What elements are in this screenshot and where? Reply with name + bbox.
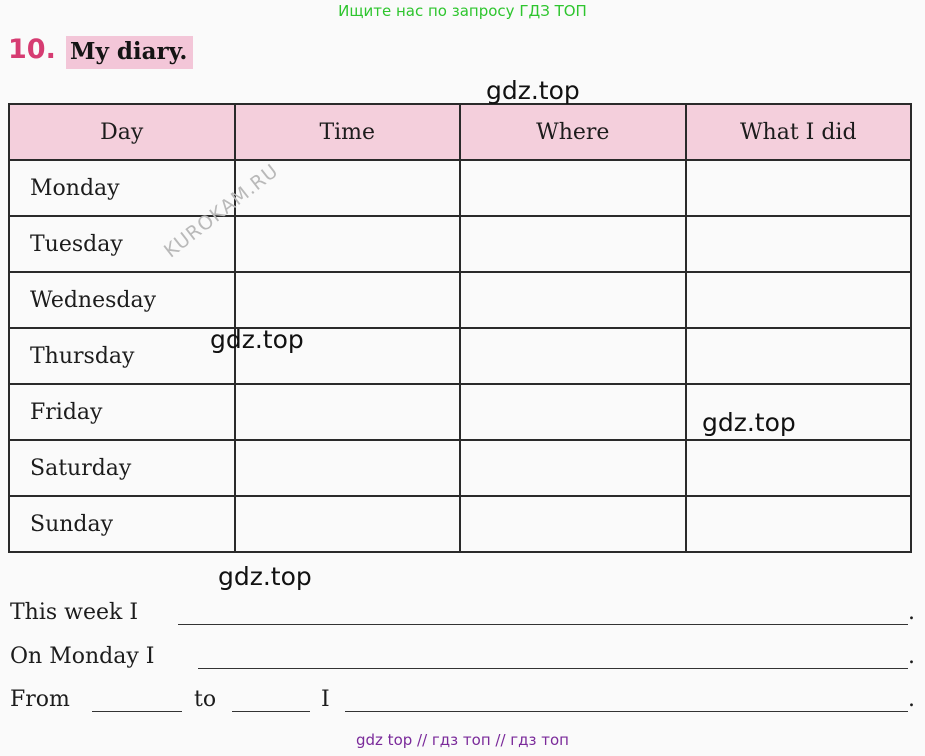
day-cell: Sunday [9, 496, 235, 552]
diagonal-watermark: KUROKAM.RU [160, 159, 283, 263]
header-time: Time [235, 104, 461, 160]
table-row [9, 496, 911, 552]
what-cell[interactable] [686, 496, 912, 552]
to-blank[interactable] [232, 711, 310, 712]
where-cell[interactable] [460, 496, 686, 552]
day-cell: Thursday [9, 328, 235, 384]
watermark: gdz.top [702, 408, 796, 437]
table-row [9, 160, 911, 216]
day-cell: Monday [9, 160, 235, 216]
where-cell[interactable] [460, 216, 686, 272]
what-cell[interactable] [686, 216, 912, 272]
time-cell[interactable] [235, 440, 461, 496]
sentence-label: This week I [10, 600, 139, 625]
table-row [9, 272, 911, 328]
day-cell: Tuesday [9, 216, 235, 272]
header-where: Where [460, 104, 686, 160]
time-cell[interactable] [235, 216, 461, 272]
time-cell[interactable] [235, 384, 461, 440]
watermark: gdz.top [210, 325, 304, 354]
watermark: gdz.top [218, 562, 312, 591]
time-cell[interactable] [235, 496, 461, 552]
sentence-label-from: From [10, 687, 70, 712]
from-blank[interactable] [92, 711, 182, 712]
answer-blank[interactable] [345, 711, 908, 712]
watermark: gdz.top [486, 76, 580, 105]
where-cell[interactable] [460, 272, 686, 328]
table-row [9, 216, 911, 272]
what-cell[interactable] [686, 328, 912, 384]
what-cell[interactable] [686, 160, 912, 216]
what-cell[interactable] [686, 272, 912, 328]
where-cell[interactable] [460, 384, 686, 440]
header-what-i-did: What I did [686, 104, 912, 160]
day-cell: Saturday [9, 440, 235, 496]
table-row [9, 328, 911, 384]
where-cell[interactable] [460, 328, 686, 384]
diary-table [8, 103, 912, 553]
answer-blank[interactable] [198, 668, 908, 669]
header-day: Day [9, 104, 235, 160]
sentence-label-to: to [194, 687, 217, 712]
sentence-line-1 [10, 600, 915, 630]
time-cell[interactable] [235, 272, 461, 328]
exercise-title: My diary. [66, 36, 193, 69]
what-cell[interactable] [686, 440, 912, 496]
where-cell[interactable] [460, 160, 686, 216]
sentence-line-2 [10, 644, 915, 674]
sentence-label: On Monday I [10, 644, 155, 669]
sentence-period: . [908, 600, 915, 625]
sentence-label-i: I [321, 687, 330, 712]
answer-blank[interactable] [178, 624, 908, 625]
top-banner[interactable]: Ищите нас по запросу ГДЗ ТОП [338, 2, 587, 20]
sentence-period: . [908, 687, 915, 712]
table-header-row [9, 104, 911, 160]
where-cell[interactable] [460, 440, 686, 496]
bottom-banner[interactable]: gdz top // гдз топ // гдз топ [356, 731, 569, 749]
table-row [9, 440, 911, 496]
day-cell: Friday [9, 384, 235, 440]
day-cell: Wednesday [9, 272, 235, 328]
sentence-line-3 [10, 687, 915, 717]
exercise-number: 10. [8, 34, 56, 65]
sentence-period: . [908, 644, 915, 669]
